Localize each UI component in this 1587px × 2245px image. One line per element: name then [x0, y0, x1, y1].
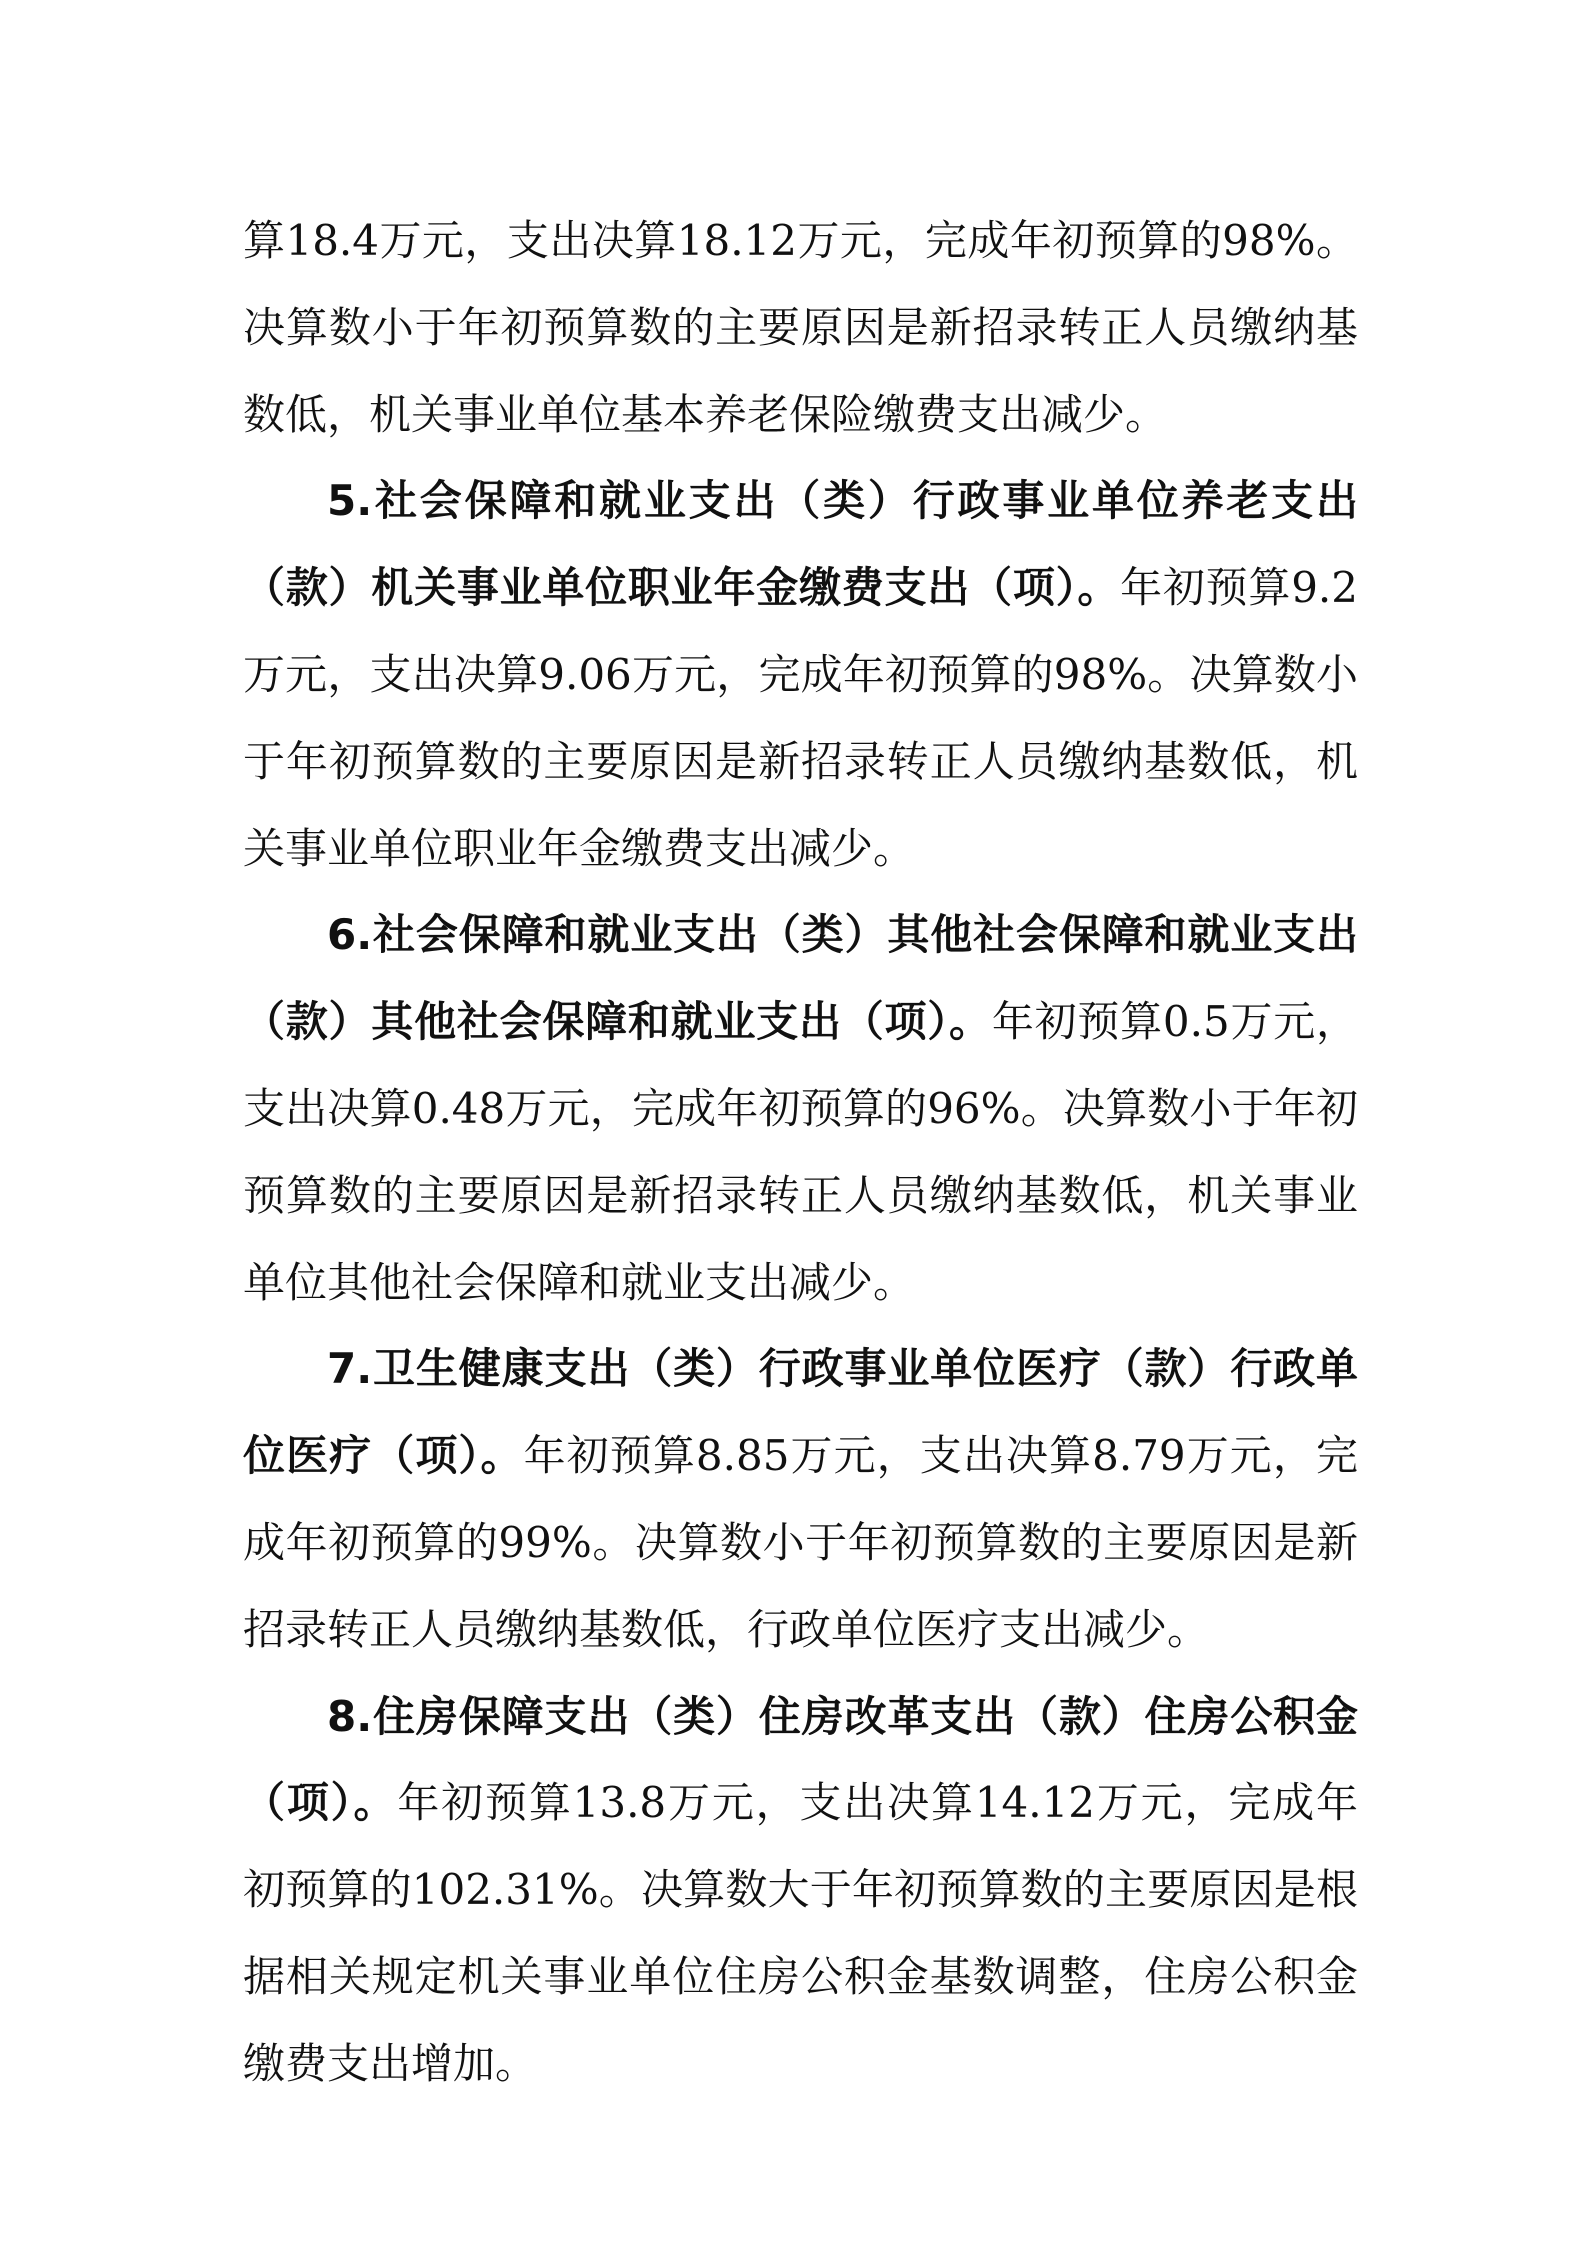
paragraph-item-6 — [243, 892, 1358, 1326]
paragraph-body: 年初预算9.2万元，支出决算9.06万元，完成年初预算的98%。决算数小于年初预算数的主要原因是新招录转正人员缴纳基数低，机关事业单位职业年金缴费支出减少。 — [243, 563, 1358, 873]
paragraph-body: 年初预算13.8万元，支出决算14.12万元，完成年初预算的102.31%。决算数大于年初预算数的主要原因是根据相关规定机关事业单位住房公积金基数调整，住房公积金缴费支出增加。 — [243, 1778, 1358, 2088]
paragraph-heading: 7.卫生健康支出（类）行政事业单位医疗（款）行政单位医疗（项）。 — [243, 1344, 1358, 1481]
paragraph-body: 年初预算0.5万元，支出决算0.48万元，完成年初预算的96%。决算数小于年初预算数的主要原因是新招录转正人员缴纳基数低，机关事业单位其他社会保障和就业支出减少。 — [243, 997, 1358, 1307]
paragraph-item-8 — [243, 1674, 1358, 2108]
paragraph-body: 年初预算8.85万元，支出决算8.79万元，完成年初预算的99%。决算数小于年初预算数的主要原因是新招录转正人员缴纳基数低，行政单位医疗支出减少。 — [243, 1431, 1358, 1654]
document-page — [243, 198, 1358, 2108]
paragraph-heading: 8.住房保障支出（类）住房改革支出（款）住房公积金（项）。 — [243, 1691, 1358, 1828]
paragraph-continuation — [243, 198, 1358, 458]
paragraph-item-7 — [243, 1326, 1358, 1673]
paragraph-item-5 — [243, 458, 1358, 892]
paragraph-body: 算18.4万元，支出决算18.12万元，完成年初预算的98%。决算数小于年初预算数的主要原因是新招录转正人员缴纳基数低，机关事业单位基本养老保险缴费支出减少。 — [243, 216, 1358, 439]
paragraph-heading: 6.社会保障和就业支出（类）其他社会保障和就业支出（款）其他社会保障和就业支出（项）。 — [243, 910, 1358, 1047]
paragraph-heading: 5.社会保障和就业支出（类）行政事业单位养老支出（款）机关事业单位职业年金缴费支出（项）。 — [243, 476, 1358, 613]
